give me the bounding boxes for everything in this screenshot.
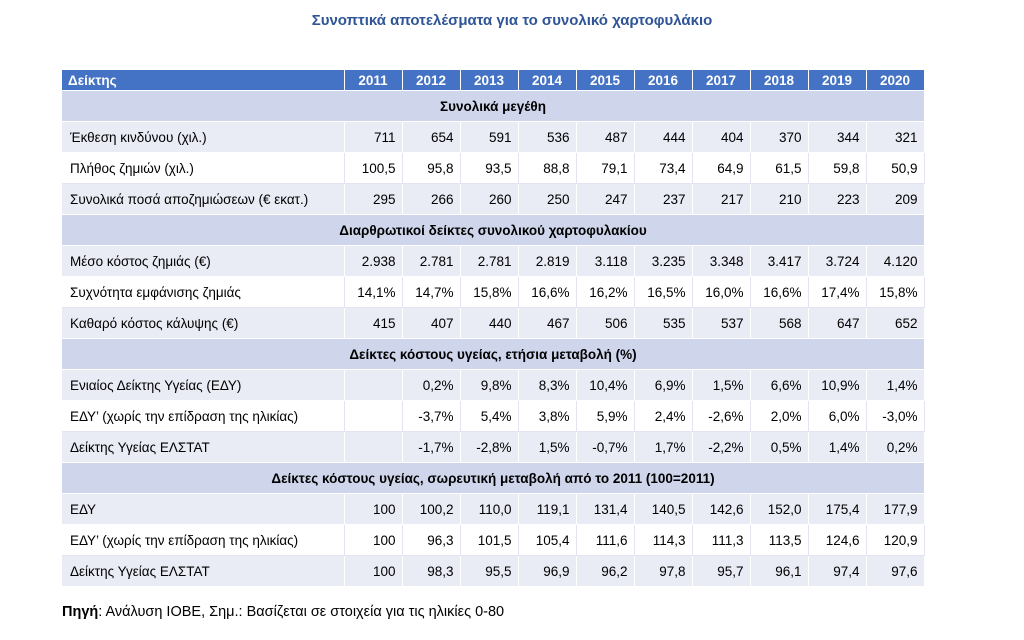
- table-cell: 407: [402, 308, 460, 339]
- table-cell: 1,5%: [518, 432, 576, 463]
- header-year: 2014: [518, 70, 576, 91]
- table-cell: 96,9: [518, 556, 576, 587]
- table-cell: 73,4: [634, 153, 692, 184]
- table-cell: 14,1%: [344, 277, 402, 308]
- section-title: Συνολικά μεγέθη: [62, 91, 924, 122]
- table-cell: 647: [808, 308, 866, 339]
- table-cell: 404: [692, 122, 750, 153]
- table-cell: 110,0: [460, 494, 518, 525]
- table-cell: 210: [750, 184, 808, 215]
- table-cell: 177,9: [866, 494, 924, 525]
- table-cell: 88,8: [518, 153, 576, 184]
- table-cell: -2,8%: [460, 432, 518, 463]
- table-cell: 444: [634, 122, 692, 153]
- table-cell: 1,5%: [692, 370, 750, 401]
- table-cell: 654: [402, 122, 460, 153]
- header-year: 2011: [344, 70, 402, 91]
- header-year: 2013: [460, 70, 518, 91]
- table-cell: 16,5%: [634, 277, 692, 308]
- table-cell: 97,6: [866, 556, 924, 587]
- table-cell: 487: [576, 122, 634, 153]
- table-cell: 0,2%: [402, 370, 460, 401]
- table-cell: 652: [866, 308, 924, 339]
- table-cell: 111,3: [692, 525, 750, 556]
- table-row: [62, 494, 924, 525]
- table-cell: 120,9: [866, 525, 924, 556]
- table-row: [62, 370, 924, 401]
- table-cell: -2,2%: [692, 432, 750, 463]
- table-cell: 440: [460, 308, 518, 339]
- table-cell: 59,8: [808, 153, 866, 184]
- source-label: Πηγή: [62, 604, 99, 620]
- table-row: [62, 525, 924, 556]
- header-year: 2015: [576, 70, 634, 91]
- section-row: [62, 463, 924, 494]
- table-cell: 415: [344, 308, 402, 339]
- table-cell: 50,9: [866, 153, 924, 184]
- row-label: ΕΔΥ’ (χωρίς την επίδραση της ηλικίας): [62, 401, 344, 432]
- table-row: [62, 246, 924, 277]
- table-cell: 79,1: [576, 153, 634, 184]
- table-cell: -3,7%: [402, 401, 460, 432]
- table-cell: 4.120: [866, 246, 924, 277]
- table-cell: 467: [518, 308, 576, 339]
- table-cell: 6,0%: [808, 401, 866, 432]
- table-cell: 5,4%: [460, 401, 518, 432]
- row-label: Έκθεση κινδύνου (χιλ.): [62, 122, 344, 153]
- table-cell: 260: [460, 184, 518, 215]
- table-cell: [344, 401, 402, 432]
- row-label: Δείκτης Υγείας ΕΛΣΤΑΤ: [62, 556, 344, 587]
- table-row: [62, 432, 924, 463]
- table-cell: 140,5: [634, 494, 692, 525]
- table-row: [62, 308, 924, 339]
- table-cell: 344: [808, 122, 866, 153]
- table-cell: 113,5: [750, 525, 808, 556]
- table-cell: 8,3%: [518, 370, 576, 401]
- table-cell: 3.724: [808, 246, 866, 277]
- section-title: Διαρθρωτικοί δείκτες συνολικού χαρτοφυλακίου: [62, 215, 924, 246]
- table-cell: 9,8%: [460, 370, 518, 401]
- table-cell: 591: [460, 122, 518, 153]
- table-cell: 152,0: [750, 494, 808, 525]
- table-cell: 98,3: [402, 556, 460, 587]
- table-row: [62, 556, 924, 587]
- table-cell: 95,7: [692, 556, 750, 587]
- header-year: 2018: [750, 70, 808, 91]
- table-cell: 97,4: [808, 556, 866, 587]
- row-label: Ενιαίος Δείκτης Υγείας (ΕΔΥ): [62, 370, 344, 401]
- header-year: 2012: [402, 70, 460, 91]
- table-cell: 2.938: [344, 246, 402, 277]
- table-row: [62, 184, 924, 215]
- table-cell: 114,3: [634, 525, 692, 556]
- table-cell: 111,6: [576, 525, 634, 556]
- table-cell: 2.781: [402, 246, 460, 277]
- table-cell: 2,0%: [750, 401, 808, 432]
- table-cell: 14,7%: [402, 277, 460, 308]
- header-year: 2016: [634, 70, 692, 91]
- table-cell: 1,4%: [866, 370, 924, 401]
- table-cell: 100: [344, 525, 402, 556]
- table-cell: 15,8%: [460, 277, 518, 308]
- row-label: Καθαρό κόστος κάλυψης (€): [62, 308, 344, 339]
- table-cell: 100,2: [402, 494, 460, 525]
- table-row: [62, 122, 924, 153]
- table-cell: 16,6%: [518, 277, 576, 308]
- table-cell: 16,6%: [750, 277, 808, 308]
- row-label: Συνολικά ποσά αποζημιώσεων (€ εκατ.): [62, 184, 344, 215]
- table-cell: 124,6: [808, 525, 866, 556]
- table-cell: 217: [692, 184, 750, 215]
- table-cell: [344, 432, 402, 463]
- table-cell: 3.348: [692, 246, 750, 277]
- table-cell: 3.235: [634, 246, 692, 277]
- table-cell: 142,6: [692, 494, 750, 525]
- table-cell: 5,9%: [576, 401, 634, 432]
- table-cell: 223: [808, 184, 866, 215]
- table-cell: 101,5: [460, 525, 518, 556]
- table-cell: 16,0%: [692, 277, 750, 308]
- table-cell: 100,5: [344, 153, 402, 184]
- table-cell: [344, 370, 402, 401]
- table-row: [62, 277, 924, 308]
- table-cell: 105,4: [518, 525, 576, 556]
- header-year: 2020: [866, 70, 924, 91]
- section-title: Δείκτες κόστους υγείας, σωρευτική μεταβολή από το 2011 (100=2011): [62, 463, 924, 494]
- table-cell: 3.417: [750, 246, 808, 277]
- table-cell: 175,4: [808, 494, 866, 525]
- table-cell: 96,1: [750, 556, 808, 587]
- table-cell: 10,9%: [808, 370, 866, 401]
- table-cell: -1,7%: [402, 432, 460, 463]
- table-cell: 370: [750, 122, 808, 153]
- table-cell: 96,3: [402, 525, 460, 556]
- table-cell: 506: [576, 308, 634, 339]
- table-cell: 2.781: [460, 246, 518, 277]
- table-cell: 61,5: [750, 153, 808, 184]
- table-cell: 6,9%: [634, 370, 692, 401]
- table-cell: 15,8%: [866, 277, 924, 308]
- table-cell: 95,5: [460, 556, 518, 587]
- section-row: [62, 91, 924, 122]
- table-cell: 247: [576, 184, 634, 215]
- table-title: Συνοπτικά αποτελέσματα για το συνολικό χαρτοφυλάκιο: [311, 12, 713, 29]
- header-row: [62, 70, 924, 91]
- table-cell: 237: [634, 184, 692, 215]
- section-row: [62, 339, 924, 370]
- table-cell: -2,6%: [692, 401, 750, 432]
- table-cell: 568: [750, 308, 808, 339]
- table-cell: 95,8: [402, 153, 460, 184]
- row-label: ΕΔΥ’ (χωρίς την επίδραση της ηλικίας): [62, 525, 344, 556]
- table-cell: 93,5: [460, 153, 518, 184]
- header-year: 2017: [692, 70, 750, 91]
- row-label: Συχνότητα εμφάνισης ζημιάς: [62, 277, 344, 308]
- section-row: [62, 215, 924, 246]
- table-cell: 119,1: [518, 494, 576, 525]
- table-cell: 3,8%: [518, 401, 576, 432]
- table-cell: 295: [344, 184, 402, 215]
- table-cell: 0,2%: [866, 432, 924, 463]
- table-cell: 536: [518, 122, 576, 153]
- table-cell: 250: [518, 184, 576, 215]
- table-cell: 131,4: [576, 494, 634, 525]
- table-cell: 10,4%: [576, 370, 634, 401]
- row-label: ΕΔΥ: [62, 494, 344, 525]
- table-cell: 711: [344, 122, 402, 153]
- table-row: [62, 401, 924, 432]
- header-year: 2019: [808, 70, 866, 91]
- source-note: [62, 604, 504, 620]
- results-table: [62, 70, 925, 587]
- table-cell: 16,2%: [576, 277, 634, 308]
- table-cell: 2,4%: [634, 401, 692, 432]
- table-cell: 96,2: [576, 556, 634, 587]
- table-cell: 266: [402, 184, 460, 215]
- row-label: Πλήθος ζημιών (χιλ.): [62, 153, 344, 184]
- table-cell: -3,0%: [866, 401, 924, 432]
- table-row: [62, 153, 924, 184]
- table-cell: 100: [344, 494, 402, 525]
- table-cell: 1,7%: [634, 432, 692, 463]
- table-cell: 537: [692, 308, 750, 339]
- table-cell: 1,4%: [808, 432, 866, 463]
- table-cell: 535: [634, 308, 692, 339]
- table-cell: 17,4%: [808, 277, 866, 308]
- table-cell: 64,9: [692, 153, 750, 184]
- table-cell: 209: [866, 184, 924, 215]
- section-title: Δείκτες κόστους υγείας, ετήσια μεταβολή (%): [62, 339, 924, 370]
- table-cell: 0,5%: [750, 432, 808, 463]
- row-label: Δείκτης Υγείας ΕΛΣΤΑΤ: [62, 432, 344, 463]
- header-label: Δείκτης: [62, 70, 344, 91]
- table-cell: 100: [344, 556, 402, 587]
- table-cell: 6,6%: [750, 370, 808, 401]
- table-cell: -0,7%: [576, 432, 634, 463]
- row-label: Μέσο κόστος ζημιάς (€): [62, 246, 344, 277]
- table-cell: 97,8: [634, 556, 692, 587]
- table-cell: 3.118: [576, 246, 634, 277]
- source-text: : Ανάλυση ΙΟΒΕ, Σημ.: Βασίζεται σε στοιχεία για τις ηλικίες 0-80: [98, 604, 505, 620]
- table-cell: 321: [866, 122, 924, 153]
- table-cell: 2.819: [518, 246, 576, 277]
